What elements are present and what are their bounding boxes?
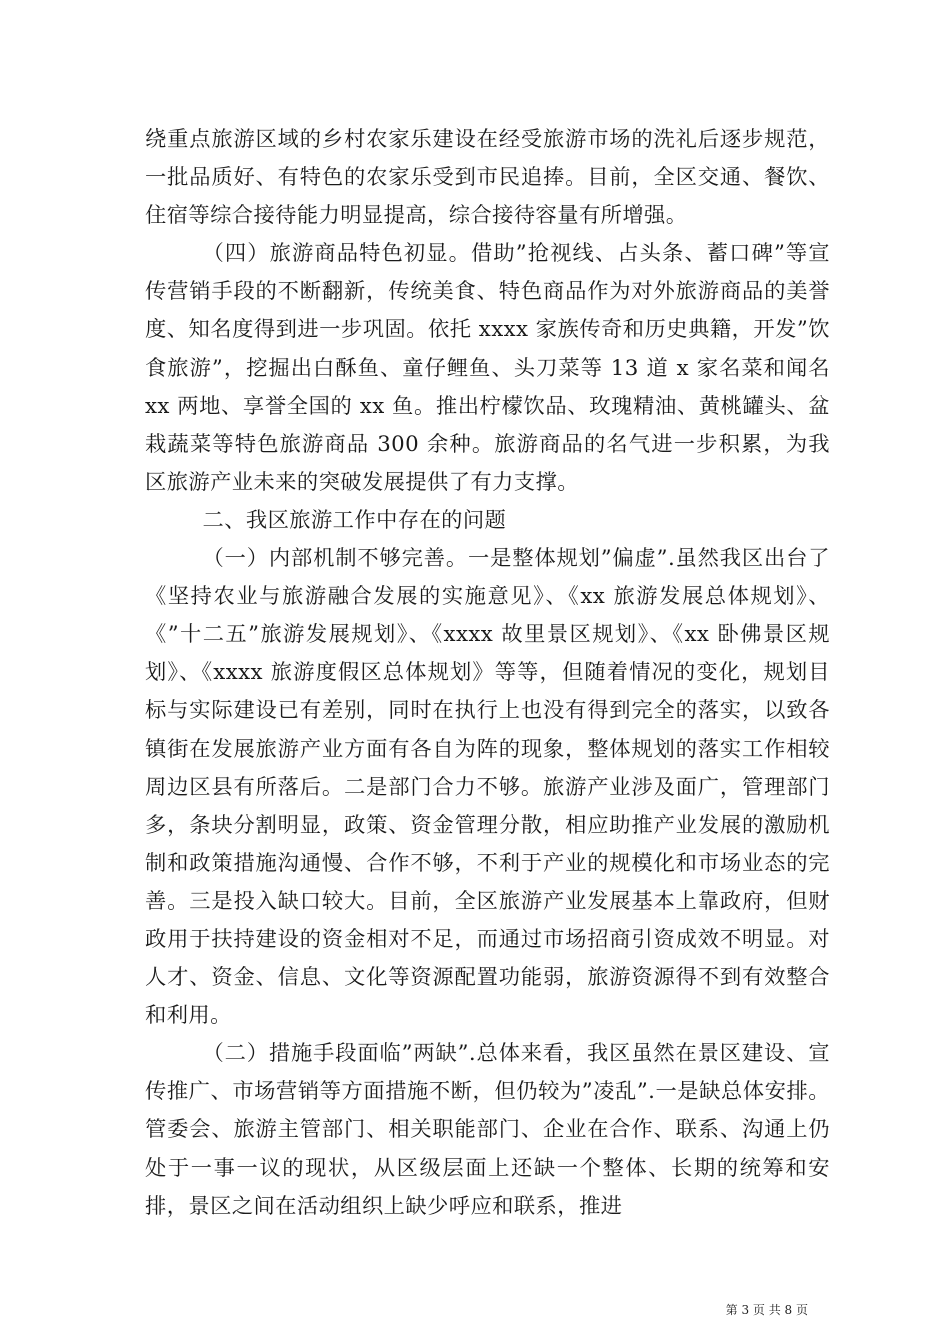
paragraph-measures: （二）措施手段面临”两缺”.总体来看，我区虽然在景区建设、宣传推广、市场营销等方面措施不断，但仍较为”凌乱”.一是缺总体安排。管委会、旅游主管部门、相关职能部门、企业在合作、联系、沟通上仍处于一事一议的现状，从区级层面上还缺一个整体、长期的统筹和安排，景区之间在活动组织上缺少呼应和联系，推进 — [145, 1041, 830, 1219]
paragraph-internal-mechanism: （一）内部机制不够完善。一是整体规划”偏虚”.虽然我区出台了《坚持农业与旅游融合发展的实施意见》、《xx 旅游发展总体规划》、《”十二五”旅游发展规划》、《xxxx 故里景区规划》、《xx 卧佛景区规划》、《xxxx 旅游度假区总体规划》等等，但随着情况的变化，规划目标与实际建设已有差别，同时在执行上也没有得到完全的落实，以致各镇街在发展旅游产业方面有各自为阵的现象，整体规划的落实工作相较周边区县有所落后。二是部门合力不够。旅游产业涉及面广，管理部门多，条块分割明显，政策、资金管理分散，相应助推产业发展的激励机制和政策措施沟通慢、合作不够，不利于产业的规模化和市场业态的完善。三是投入缺口较大。目前，全区旅游产业发展基本上靠政府，但财政用于扶持建设的资金相对不足，而通过市场招商引资成效不明显。对人才、资金、信息、文化等资源配置功能弱，旅游资源得不到有效整合和利用。 — [145, 546, 830, 1029]
paragraph-continued: 绕重点旅游区域的乡村农家乐建设在经受旅游市场的洗礼后逐步规范，一批品质好、有特色的农家乐受到市民追捧。目前，全区交通、餐饮、住宿等综合接待能力明显提高，综合接待容量有所增强。 — [145, 127, 830, 229]
paragraph-tourism-products: （四）旅游商品特色初显。借助”抢视线、占头条、蓄口碑”等宣传营销手段的不断翻新，传统美食、特色商品作为对外旅游商品的美誉度、知名度得到进一步巩固。依托 xxxx 家族传奇和历史典籍，开发”饮食旅游”，挖掘出白酥鱼、童仔鲤鱼、头刀菜等 13 道 x 家名菜和闻名 xx 两地、享誉全国的 xx 鱼。推出柠檬饮品、玫瑰精油、黄桃罐头、盆栽蔬菜等特色旅游商品 300 余种。旅游商品的名气进一步积累，为我区旅游产业未来的突破发展提供了有力支撑。 — [145, 241, 830, 495]
body-text — [145, 121, 830, 1226]
section-heading-problems: 二、我区旅游工作中存在的问题 — [202, 507, 507, 533]
page-number-footer: 第 3 页 共 8 页 — [725, 1303, 808, 1317]
